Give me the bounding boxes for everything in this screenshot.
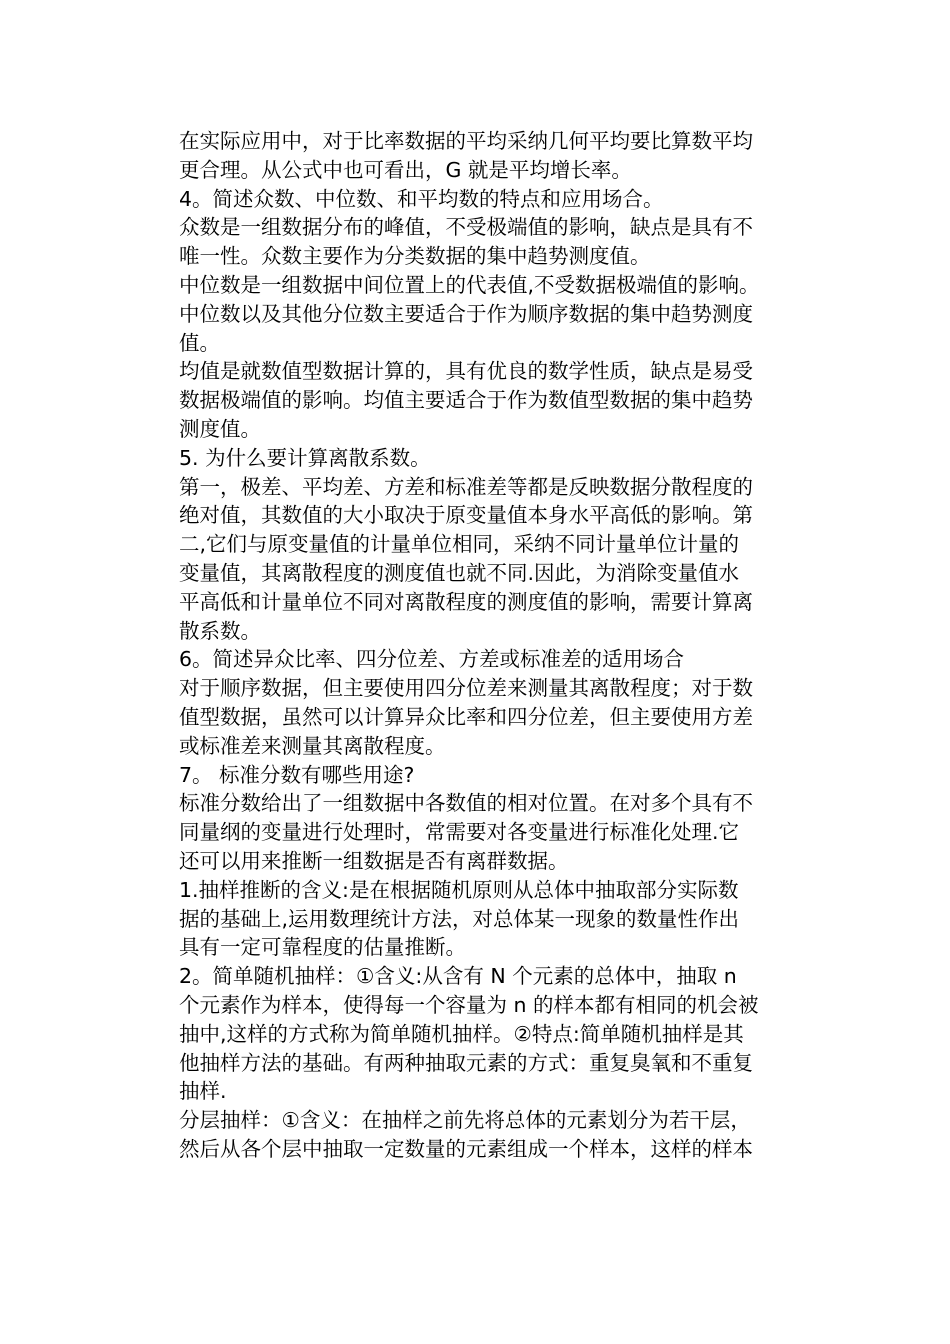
text-line: 具有一定可靠程度的估量推断。 <box>179 935 466 960</box>
document-paragraph <box>179 1106 809 1164</box>
text-line: 4。简述众数、中位数、和平均数的特点和应用场合。 <box>179 186 664 211</box>
text-line: 中位数是一组数据中间位置上的代表值,不受数据极端值的影响。 <box>179 272 760 297</box>
text-line: 据的基础上,运用数理统计方法，对总体某一现象的数量性作出 <box>179 906 740 931</box>
text-line: 分层抽样：①含义：在抽样之前先将总体的元素划分为若干层， <box>179 1108 751 1133</box>
document-paragraph <box>179 962 809 1106</box>
text-line: 抽样. <box>179 1079 227 1104</box>
text-line: 或标准差来测量其离散程度。 <box>179 733 446 758</box>
text-line: 对于顺序数据，但主要使用四分位差来测量其离散程度；对于数 <box>179 676 753 701</box>
text-line: 还可以用来推断一组数据是否有离群数据。 <box>179 848 569 873</box>
document-paragraph <box>179 444 809 473</box>
text-line: 7。 标准分数有哪些用途? <box>179 762 415 787</box>
text-line: 第一，极差、平均差、方差和标准差等都是反映数据分散程度的 <box>179 474 753 499</box>
text-line: 均值是就数值型数据计算的，具有优良的数学性质，缺点是易受 <box>179 359 753 384</box>
text-line: 他抽样方法的基础。有两种抽取元素的方式：重复臭氧和不重复 <box>179 1050 753 1075</box>
document-paragraph <box>179 473 809 646</box>
document-paragraph <box>179 761 809 790</box>
document-paragraph <box>179 876 809 962</box>
text-line: 唯一性。众数主要作为分类数据的集中趋势测度值。 <box>179 244 651 269</box>
document-paragraph <box>179 789 809 875</box>
text-line: 5. 为什么要计算离散系数。 <box>179 445 431 470</box>
document-body <box>179 127 809 1164</box>
document-paragraph <box>179 271 809 357</box>
text-line: 抽中,这样的方式称为简单随机抽样。②特点:简单随机抽样是其 <box>179 1021 744 1046</box>
text-line: 众数是一组数据分布的峰值，不受极端值的影响，缺点是具有不 <box>179 215 753 240</box>
text-line: 变量值，其离散程度的测度值也就不同.因此，为消除变量值水 <box>179 560 740 585</box>
text-line: 散系数。 <box>179 618 261 643</box>
text-line: 同量纲的变量进行处理时，常需要对各变量进行标准化处理.它 <box>179 820 740 845</box>
document-paragraph <box>179 357 809 443</box>
text-line: 平高低和计量单位不同对离散程度的测度值的影响，需要计算离 <box>179 589 753 614</box>
text-line: 值型数据，虽然可以计算异众比率和四分位差，但主要使用方差 <box>179 704 753 729</box>
document-paragraph <box>179 645 809 674</box>
text-line: 在实际应用中，对于比率数据的平均采纳几何平均要比算数平均 <box>179 129 753 153</box>
text-line: 中位数以及其他分位数主要适合于作为顺序数据的集中趋势测度 <box>179 301 753 326</box>
document-paragraph <box>179 213 809 271</box>
text-line: 二,它们与原变量值的计量单位相同，采纳不同计量单位计量的 <box>179 532 740 557</box>
document-paragraph <box>179 127 809 185</box>
text-line: 6。简述异众比率、四分位差、方差或标准差的适用场合 <box>179 647 685 672</box>
text-line: 然后从各个层中抽取一定数量的元素组成一个样本，这样的样本 <box>179 1136 753 1161</box>
text-line: 标准分数给出了一组数据中各数值的相对位置。在对多个具有不 <box>179 791 753 816</box>
text-line: 1.抽样推断的含义:是在根据随机原则从总体中抽取部分实际数 <box>179 877 739 902</box>
document-paragraph <box>179 185 809 214</box>
text-line: 个元素作为样本，使得每一个容量为 n 的样本都有相同的机会被 <box>179 992 759 1017</box>
text-line: 测度值。 <box>179 416 261 441</box>
text-line: 更合理。从公式中也可看出，G 就是平均增长率。 <box>179 157 632 182</box>
text-line: 数据极端值的影响。均值主要适合于作为数值型数据的集中趋势 <box>179 388 753 413</box>
text-line: 绝对值，其数值的大小取决于原变量值本身水平高低的影响。第 <box>179 503 753 528</box>
text-line: 值。 <box>179 330 220 355</box>
text-line: 2。简单随机抽样：①含义:从含有 N 个元素的总体中，抽取 n <box>179 964 737 989</box>
document-paragraph <box>179 674 809 760</box>
